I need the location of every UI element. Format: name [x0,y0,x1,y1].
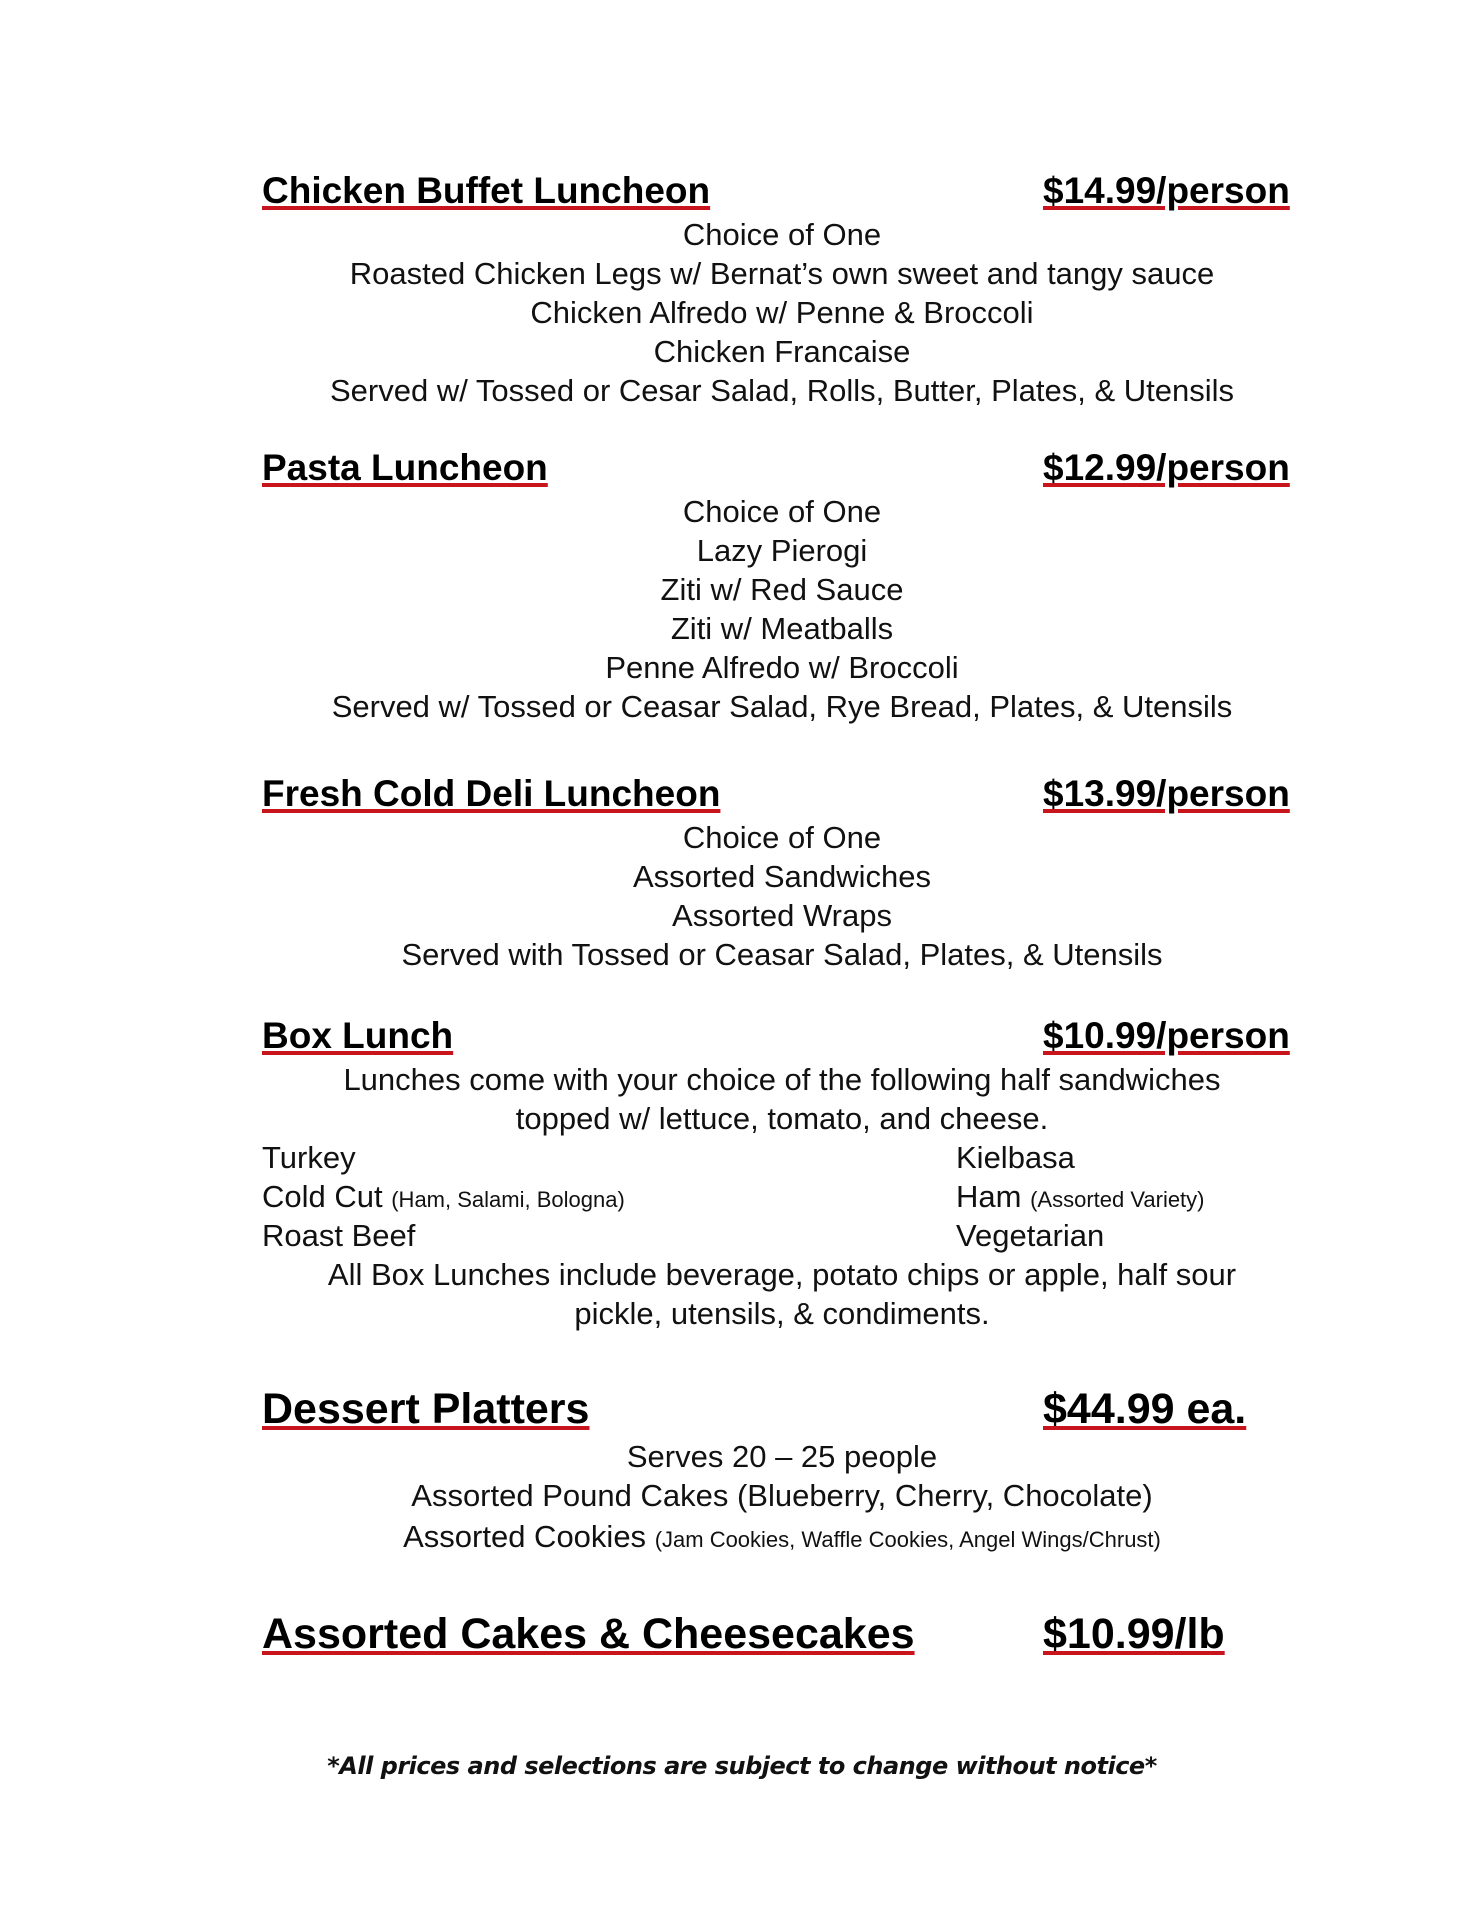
menu-line: Serves 20 – 25 people [626,1439,938,1474]
menu-line: Roasted Chicken Legs w/ Bernat’s own sweet and tangy sauce [349,256,1215,291]
menu-line: Served w/ Tossed or Cesar Salad, Rolls, Butter, Plates, & Utensils [330,373,1234,408]
section-heading [262,1385,1302,1437]
section-box-lunch [262,1016,1302,1333]
menu-line: Choice of One [682,820,882,855]
menu-line: Lunches come with your choice of the following half sandwiches [343,1062,1221,1097]
section-title: Chicken Buffet Luncheon [262,170,711,211]
section-price: $12.99/person [1043,447,1290,488]
section-heading [262,774,1302,818]
menu-line: Assorted Sandwiches [632,859,932,894]
menu-line: Served w/ Tossed or Ceasar Salad, Rye Bread, Plates, & Utensils [331,689,1233,724]
section-deli [262,774,1302,974]
section-price: $14.99/person [1043,170,1290,211]
menu-line: Chicken Francaise [653,334,911,369]
section-title: Dessert Platters [262,1385,590,1433]
section-dessert-platters [262,1385,1302,1562]
option-kielbasa [956,1138,1075,1177]
section-price: $13.99/person [1043,773,1290,814]
menu-line: Ziti w/ Meatballs [670,611,894,646]
section-price: $44.99 ea. [1043,1385,1247,1433]
option-label: Roast Beef [262,1218,416,1253]
menu-line: Assorted Pound Cakes (Blueberry, Cherry, Chocolate) [411,1478,1153,1513]
menu-line: pickle, utensils, & condiments. [574,1296,990,1331]
menu-line: Assorted Wraps [672,898,892,933]
section-heading [262,1016,1302,1060]
sandwich-options [262,1138,1302,1255]
menu-line: topped w/ lettuce, tomato, and cheese. [515,1101,1049,1136]
option-note: (Assorted Variety) [1030,1187,1205,1212]
cookies-label: Assorted Cookies [403,1519,647,1554]
section-title: Pasta Luncheon [262,447,548,488]
menu-line: Penne Alfredo w/ Broccoli [605,650,959,685]
menu-line: Choice of One [682,494,882,529]
cookies-note: (Jam Cookies, Waffle Cookies, Angel Wings/Chrust) [654,1527,1161,1552]
menu-line: Ziti w/ Red Sauce [660,572,904,607]
section-title: Assorted Cakes & Cheesecakes [262,1610,915,1658]
option-label: Ham [956,1179,1022,1214]
option-vegetarian [956,1216,1104,1255]
menu-line: Lazy Pierogi [696,533,868,568]
section-heading [262,448,1302,492]
section-title: Box Lunch [262,1015,454,1056]
section-heading [262,171,1302,215]
section-chicken-buffet [262,171,1302,410]
section-cakes [262,1610,1302,1662]
section-price: $10.99/person [1043,1015,1290,1056]
option-ham [956,1177,1205,1219]
option-turkey [262,1138,356,1177]
menu-line: All Box Lunches include beverage, potato chips or apple, half sour [327,1257,1237,1292]
option-label: Turkey [262,1140,356,1175]
option-label: Vegetarian [956,1218,1105,1253]
section-pasta [262,448,1302,726]
option-note: (Ham, Salami, Bologna) [391,1187,625,1212]
option-roast-beef [262,1216,415,1255]
section-heading [262,1610,1302,1662]
option-label: Cold Cut [262,1179,383,1214]
footer-disclaimer: *All prices and selections are subject to change without notice* [327,1752,1157,1780]
option-cold-cut [262,1177,625,1219]
menu-line: Served with Tossed or Ceasar Salad, Plates, & Utensils [401,937,1163,972]
menu-line-cookies [262,1515,1302,1562]
menu-line: Chicken Alfredo w/ Penne & Broccoli [530,295,1034,330]
option-label: Kielbasa [956,1140,1075,1175]
section-price: $10.99/lb [1043,1610,1225,1658]
section-title: Fresh Cold Deli Luncheon [262,773,721,814]
menu-line: Choice of One [682,217,882,252]
